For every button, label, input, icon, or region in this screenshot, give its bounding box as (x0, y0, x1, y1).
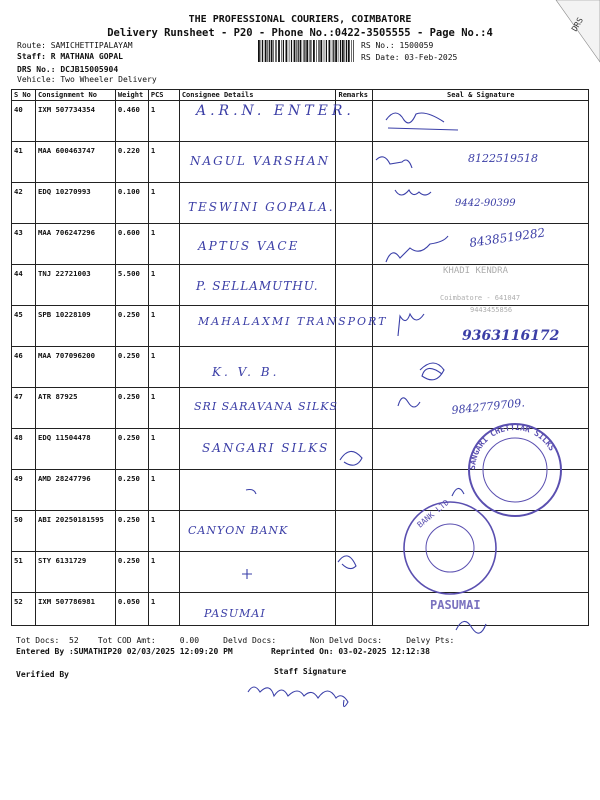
table-row (12, 101, 589, 142)
row-remarks (336, 101, 373, 142)
row-pcs: 1 (148, 470, 179, 511)
row-remarks (336, 388, 373, 429)
row-pcs: 1 (148, 347, 179, 388)
consignee-r46: K. V. B. (212, 365, 280, 379)
row-remarks (336, 552, 373, 593)
rs-no-line: RS No.: 1500059 (361, 41, 434, 50)
barcode-bar (281, 40, 282, 62)
row-seal (373, 593, 589, 626)
barcode-bar (278, 40, 280, 62)
phone-r45: 9363116172 (462, 328, 560, 344)
barcode-bar (310, 40, 311, 62)
row-pcs: 1 (148, 265, 179, 306)
barcode-bar (313, 40, 315, 62)
row-consignment-no: SPB 10228109 (35, 306, 115, 347)
runsheet-title: Delivery Runsheet - P20 - Phone No.:0422-3505555 - Page No.:4 (107, 27, 493, 39)
row-remarks (336, 347, 373, 388)
row-weight: 0.250 (115, 347, 148, 388)
rs-date-line: RS Date: 03-Feb-2025 (361, 53, 458, 62)
row-seal (373, 552, 589, 593)
barcode-bar (304, 40, 305, 62)
drs-value: DCJB15005904 (60, 65, 119, 74)
barcode-bar (309, 40, 310, 62)
vehicle-line: Vehicle: Two Wheeler Delivery (17, 75, 157, 84)
row-sno: 45 (12, 306, 36, 347)
table-header-row (12, 90, 589, 101)
staff-line: Staff: R MATHANA GOPAL (17, 52, 123, 61)
barcode-bar (271, 40, 273, 62)
col-pcs: PCS (148, 90, 179, 101)
runsheet-table (11, 89, 589, 626)
col-weight: Weight (115, 90, 148, 101)
row-remarks (336, 142, 373, 183)
barcode-bar (283, 40, 284, 62)
row-seal (373, 183, 589, 224)
row-sno: 48 (12, 429, 36, 470)
barcode-bar (316, 40, 317, 62)
route-line: Route: SAMICHETTIPALAYAM (17, 41, 133, 50)
row-consignee (179, 183, 336, 224)
table-row (12, 142, 589, 183)
col-consignment: Consignment No (35, 90, 115, 101)
barcode-bar (261, 40, 262, 62)
consignee-r41: NAGUL VARSHAN (190, 154, 331, 168)
staff-value: R MATHANA GOPAL (50, 52, 123, 61)
row-seal (373, 511, 589, 552)
barcode-bar (291, 40, 292, 62)
row-sno: 43 (12, 224, 36, 265)
corner-stamp-text: DRS (569, 15, 585, 33)
consignee-r52: PASUMAI (204, 607, 266, 620)
consignee-r42: TESWINI GOPALA. (188, 200, 335, 214)
barcode-bar (333, 40, 334, 62)
delvy-pct-label: Delvy Pts: (406, 636, 455, 645)
row-consignment-no: TNJ 22721003 (35, 265, 115, 306)
barcode-bar (329, 40, 331, 62)
consignee-r50: CANYON BANK (188, 524, 289, 537)
barcode-bar (324, 40, 325, 62)
row-seal (373, 101, 589, 142)
row-consignment-no: MAA 706247296 (35, 224, 115, 265)
row-seal (373, 142, 589, 183)
row-weight: 0.250 (115, 429, 148, 470)
barcode-bar (289, 40, 290, 62)
bank-stamp-text: BANK LTD (415, 497, 451, 530)
barcode-bar (326, 40, 327, 62)
row-consignee (179, 265, 336, 306)
row-sno: 40 (12, 101, 36, 142)
row-remarks (336, 429, 373, 470)
row-consignee (179, 593, 336, 626)
row-seal (373, 265, 589, 306)
row-seal (373, 470, 589, 511)
row-weight: 0.220 (115, 142, 148, 183)
route-value: SAMICHETTIPALAYAM (50, 41, 133, 50)
row-sno: 44 (12, 265, 36, 306)
row-consignment-no: AMD 28247796 (35, 470, 115, 511)
row-seal (373, 429, 589, 470)
entered-by: Entered By :SUMATHIP20 02/03/2025 12:09:20 PM (16, 647, 233, 656)
barcode-bar (345, 40, 346, 62)
row-consignee (179, 511, 336, 552)
row-consignment-no: MAA 600463747 (35, 142, 115, 183)
barcode-bar (286, 40, 288, 62)
row-consignment-no: ATR 87925 (35, 388, 115, 429)
row-seal (373, 306, 589, 347)
row-weight: 0.250 (115, 306, 148, 347)
consignee-r40: A.R.N. ENTER. (196, 103, 355, 119)
barcode-bar (273, 40, 274, 62)
row-weight: 0.050 (115, 593, 148, 626)
rs-no-value: 1500059 (399, 41, 434, 50)
table-row (12, 388, 589, 429)
row-sno: 46 (12, 347, 36, 388)
company-title: THE PROFESSIONAL COURIERS, COIMBATORE (188, 14, 412, 25)
staff-signature-mark (248, 687, 348, 707)
barcode-bar (318, 40, 319, 62)
col-remarks: Remarks (336, 90, 373, 101)
vehicle-value: Two Wheeler Delivery (60, 75, 157, 84)
phone-r42: 9442-90399 (455, 198, 516, 209)
rs-date-value: 03-Feb-2025 (404, 53, 458, 62)
row-pcs: 1 (148, 183, 179, 224)
barcode-bar (265, 40, 267, 62)
barcode-bar (296, 40, 297, 62)
row-remarks (336, 593, 373, 626)
table-row (12, 552, 589, 593)
row-sno: 41 (12, 142, 36, 183)
row-consignment-no: ABI 20250181595 (35, 511, 115, 552)
row-pcs: 1 (148, 388, 179, 429)
barcode-bar (300, 40, 302, 62)
barcode-bar (275, 40, 276, 62)
row-weight: 0.250 (115, 552, 148, 593)
row-consignee (179, 552, 336, 593)
barcode-bar (335, 40, 337, 62)
row-sno: 52 (12, 593, 36, 626)
row-consignee (179, 101, 336, 142)
row-consignee (179, 224, 336, 265)
row-pcs: 1 (148, 593, 179, 626)
barcode-bar (348, 40, 350, 62)
row-pcs: 1 (148, 306, 179, 347)
consignee-r47: SRI SARAVANA SILKS (194, 400, 338, 413)
row-pcs: 1 (148, 101, 179, 142)
barcode-bar (353, 40, 354, 62)
row-remarks (336, 470, 373, 511)
table-row (12, 265, 589, 306)
barcode-bar (262, 40, 263, 62)
row-pcs: 1 (148, 511, 179, 552)
row-consignee (179, 429, 336, 470)
col-consignee: Consignee Details (179, 90, 336, 101)
consignee-r44: P. SELLAMUTHU. (196, 279, 319, 293)
row-sno: 51 (12, 552, 36, 593)
row-remarks (336, 183, 373, 224)
row-sno: 49 (12, 470, 36, 511)
barcode-bar (340, 40, 341, 62)
row-consignee (179, 142, 336, 183)
pasumai-stamp: PASUMAI (430, 598, 481, 612)
tot-cod-value: 0.00 (179, 636, 200, 645)
row-consignment-no: MAA 707096200 (35, 347, 115, 388)
barcode-bar (258, 40, 260, 62)
tot-docs-value: 52 (69, 636, 79, 645)
phone-r47: 9842779709. (450, 396, 526, 417)
row-consignee (179, 347, 336, 388)
row-consignment-no: IXM 507734354 (35, 101, 115, 142)
non-delvd-docs-label: Non Delvd Docs: (309, 636, 383, 645)
row-remarks (336, 511, 373, 552)
table-row (12, 183, 589, 224)
kendra-phone: 9443455856 (470, 306, 513, 314)
row-sno: 42 (12, 183, 36, 224)
barcode-bar (320, 40, 322, 62)
barcode-bar (303, 40, 304, 62)
table-row (12, 429, 589, 470)
row-consignee (179, 388, 336, 429)
row-remarks (336, 224, 373, 265)
row-consignment-no: IXM 507786981 (35, 593, 115, 626)
table-row (12, 593, 589, 626)
consignee-r43: APTUS VACE (198, 239, 300, 253)
row-weight: 0.100 (115, 183, 148, 224)
table-row (12, 511, 589, 552)
row-pcs: 1 (148, 429, 179, 470)
row-seal (373, 347, 589, 388)
staff-signature-label: Staff Signature (274, 667, 347, 676)
row-weight: 0.460 (115, 101, 148, 142)
row-consignment-no: STY 6131729 (35, 552, 115, 593)
row-pcs: 1 (148, 552, 179, 593)
row-seal (373, 224, 589, 265)
row-seal (373, 388, 589, 429)
row-consignee (179, 306, 336, 347)
phone-r43: 8438519282 (468, 225, 547, 250)
row-consignment-no: EDQ 11504478 (35, 429, 115, 470)
drs-line: DRS No.: DCJB15005904 (17, 65, 119, 74)
kendra-line2: Coimbatore - 641047 (440, 294, 521, 302)
footer-totals: Tot Docs: 52 Tot COD Amt: 0.00 Delvd Docs: Non Delvd Docs: Delvy Pts: (16, 636, 455, 645)
barcode-bar (298, 40, 299, 62)
col-sno: S No (12, 90, 36, 101)
table-row (12, 306, 589, 347)
row-consignee (179, 470, 336, 511)
verified-by-label: Verified By (16, 670, 69, 679)
row-sno: 50 (12, 511, 36, 552)
barcode-bar (338, 40, 339, 62)
row-pcs: 1 (148, 224, 179, 265)
row-weight: 5.500 (115, 265, 148, 306)
consignee-r45: MAHALAXMI TRANSPORT (198, 315, 388, 328)
table-row (12, 470, 589, 511)
shop-stamp-text: SANGARI CHETTIAR SILKS (467, 422, 557, 471)
row-remarks (336, 265, 373, 306)
barcode-bar (306, 40, 308, 62)
kendra-line1: KHADI KENDRA (443, 266, 509, 276)
phone-r41: 8122519518 (468, 152, 538, 165)
row-weight: 0.250 (115, 511, 148, 552)
row-weight: 0.250 (115, 388, 148, 429)
table-row (12, 347, 589, 388)
table-row (12, 224, 589, 265)
barcode (258, 40, 354, 62)
barcode-bar (269, 40, 270, 62)
barcode-bar (351, 40, 352, 62)
row-pcs: 1 (148, 142, 179, 183)
barcode-bar (342, 40, 344, 62)
barcode-bar (267, 40, 268, 62)
row-weight: 0.600 (115, 224, 148, 265)
consignee-r48: SANGARI SILKS (202, 441, 330, 455)
row-consignment-no: EDQ 10270993 (35, 183, 115, 224)
barcode-bar (294, 40, 296, 62)
row-sno: 47 (12, 388, 36, 429)
row-remarks (336, 306, 373, 347)
row-weight: 0.250 (115, 470, 148, 511)
col-seal: Seal & Signature (373, 90, 589, 101)
delvd-docs-label: Delvd Docs: (223, 636, 277, 645)
barcode-bar (332, 40, 333, 62)
barcode-bar (346, 40, 347, 62)
reprinted-on: Reprinted On: 03-02-2025 12:12:38 (271, 647, 430, 656)
